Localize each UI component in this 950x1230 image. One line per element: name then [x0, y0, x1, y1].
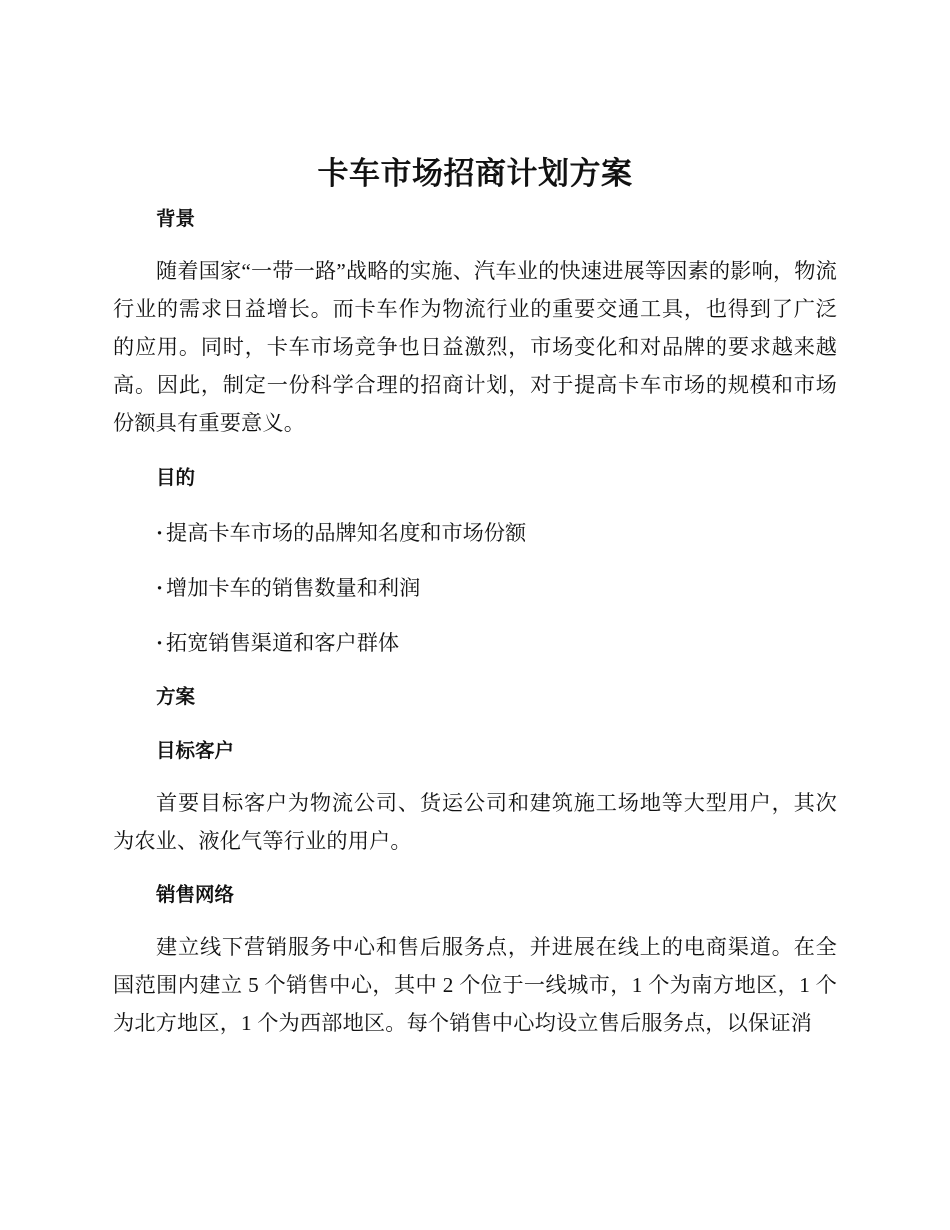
sales-network-paragraph: 建立线下营销服务中心和售后服务点，并进展在线上的电商渠道。在全国范围内建立 5 个销售中心，其中 2 个位于一线城市，1 个为南方地区，1 个为北方地区，1 个为西部地区。每个销售中心均设立售后服务点，以保证消 [113, 935, 837, 1035]
section-heading-target-customers: 目标客户 [156, 739, 235, 762]
document-title: 卡车市场招商计划方案 [317, 156, 633, 192]
purpose-item-text: 增加卡车的销售数量和利润 [166, 576, 421, 600]
bullet-marker: · [156, 631, 164, 655]
purpose-item-text: 提高卡车市场的品牌知名度和市场份额 [166, 521, 527, 545]
bullet-marker: · [156, 576, 164, 600]
purpose-item-text: 拓宽销售渠道和客户群体 [166, 631, 400, 655]
background-paragraph: 随着国家“一带一路”战略的实施、汽车业的快速进展等因素的影响，物流行业的需求日益增长。而卡车作为物流行业的重要交通工具，也得到了广泛的应用。同时，卡车市场竞争也日益激烈，市场变化和对品牌的要求越来越高。因此，制定一份科学合理的招商计划，对于提高卡车市场的规模和市场份额具有重要意义。 [113, 259, 837, 435]
section-heading-background: 背景 [156, 207, 196, 230]
document-content [113, 150, 837, 1042]
purpose-list-item [113, 519, 837, 547]
purpose-list-item [113, 629, 837, 657]
purpose-list-item [113, 574, 837, 602]
section-heading-sales-network: 销售网络 [156, 883, 235, 906]
target-customers-paragraph: 首要目标客户为物流公司、货运公司和建筑施工场地等大型用户，其次为农业、液化气等行业的用户。 [113, 791, 837, 853]
section-heading-purpose: 目的 [156, 466, 196, 489]
purpose-list [113, 519, 837, 657]
bullet-marker: · [156, 521, 164, 545]
section-heading-plan: 方案 [156, 685, 196, 708]
